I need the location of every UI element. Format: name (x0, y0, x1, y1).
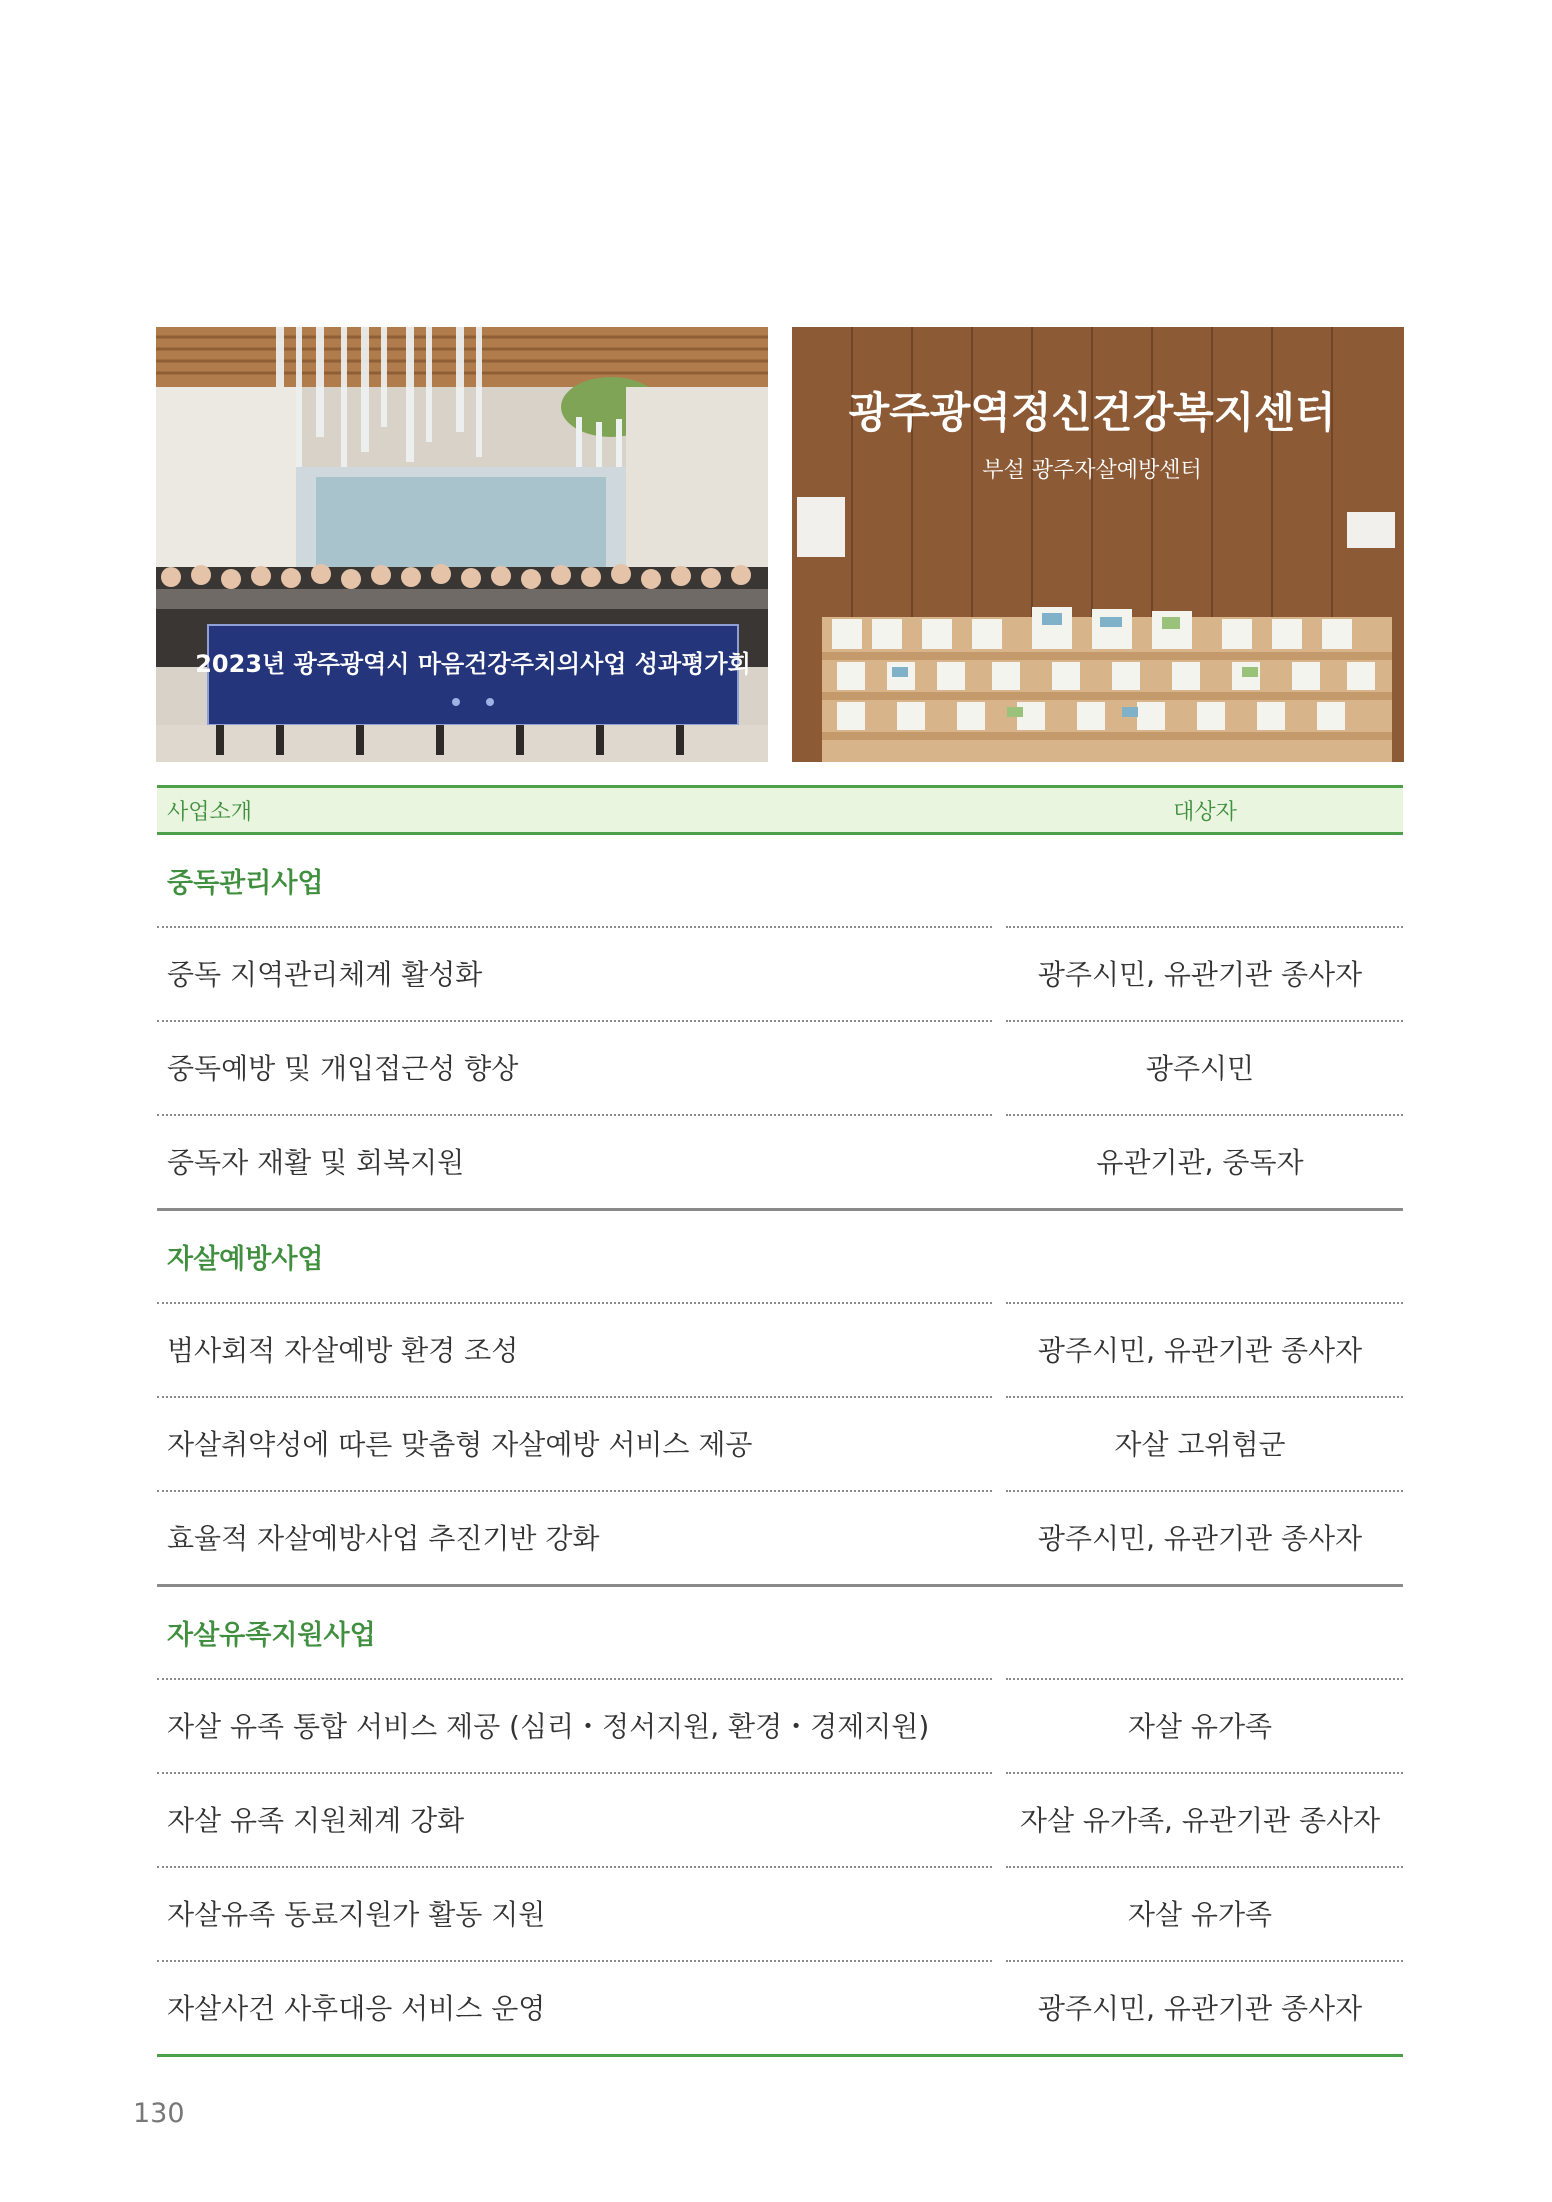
target-cell: 광주시민, 유관기관 종사자 (1037, 1334, 1363, 1367)
program-cell: 중독자 재활 및 회복지원 (167, 1146, 465, 1179)
program-cell: 범사회적 자살예방 환경 조성 (167, 1334, 519, 1367)
page-number: 130 (133, 2098, 185, 2129)
table-row (157, 1020, 1403, 1114)
table-row (157, 1490, 1403, 1584)
table-header (157, 785, 1403, 835)
target-cell: 광주시민, 유관기관 종사자 (1037, 1992, 1363, 2025)
program-table (157, 785, 1403, 2057)
program-cell: 중독 지역관리체계 활성화 (167, 958, 483, 991)
sign-subtitle: 부설 광주자살예방센터 (982, 458, 1202, 483)
program-cell: 자살취약성에 따른 맞춤형 자살예방 서비스 제공 (167, 1428, 753, 1461)
target-cell: 자살 유가족, 유관기관 종사자 (1019, 1804, 1381, 1837)
target-cell: 자살 고위험군 (1114, 1428, 1286, 1461)
program-cell: 효율적 자살예방사업 추진기반 강화 (167, 1522, 600, 1555)
section-addiction (157, 835, 1403, 1211)
target-cell: 유관기관, 중독자 (1096, 1146, 1304, 1179)
target-cell: 자살 유가족 (1127, 1898, 1273, 1931)
section-title: 자살유족지원사업 (167, 1620, 376, 1651)
table-row (157, 1114, 1403, 1208)
group-photo (156, 327, 768, 762)
table-row (157, 1772, 1403, 1866)
center-photo (792, 327, 1404, 762)
program-cell: 자살 유족 통합 서비스 제공 (심리・정서지원, 환경・경제지원) (167, 1710, 930, 1743)
target-cell: 자살 유가족 (1127, 1710, 1273, 1743)
header-program: 사업소개 (167, 799, 253, 825)
table-row (157, 1866, 1403, 1960)
program-cell: 자살 유족 지원체계 강화 (167, 1804, 465, 1837)
banner-text: 2023년 광주광역시 마음건강주치의사업 성과평가회 (195, 650, 751, 678)
target-cell: 광주시민 (1145, 1052, 1255, 1085)
table-row (157, 1302, 1403, 1396)
header-target: 대상자 (1173, 799, 1237, 825)
target-cell: 광주시민, 유관기관 종사자 (1037, 958, 1363, 991)
program-cell: 중독예방 및 개입접근성 향상 (167, 1052, 519, 1085)
sign-title: 광주광역정신건강복지센터 (848, 388, 1336, 437)
section-bereaved-support (157, 1587, 1403, 2057)
table-row (157, 926, 1403, 1020)
section-suicide-prevention (157, 1211, 1403, 1587)
program-cell: 자살유족 동료지원가 활동 지원 (167, 1898, 546, 1931)
program-cell: 자살사건 사후대응 서비스 운영 (167, 1992, 546, 2025)
table-row (157, 1396, 1403, 1490)
section-title: 중독관리사업 (167, 868, 324, 899)
table-row (157, 1678, 1403, 1772)
section-title: 자살예방사업 (167, 1244, 324, 1275)
target-cell: 광주시민, 유관기관 종사자 (1037, 1522, 1363, 1555)
table-row (157, 1960, 1403, 2054)
